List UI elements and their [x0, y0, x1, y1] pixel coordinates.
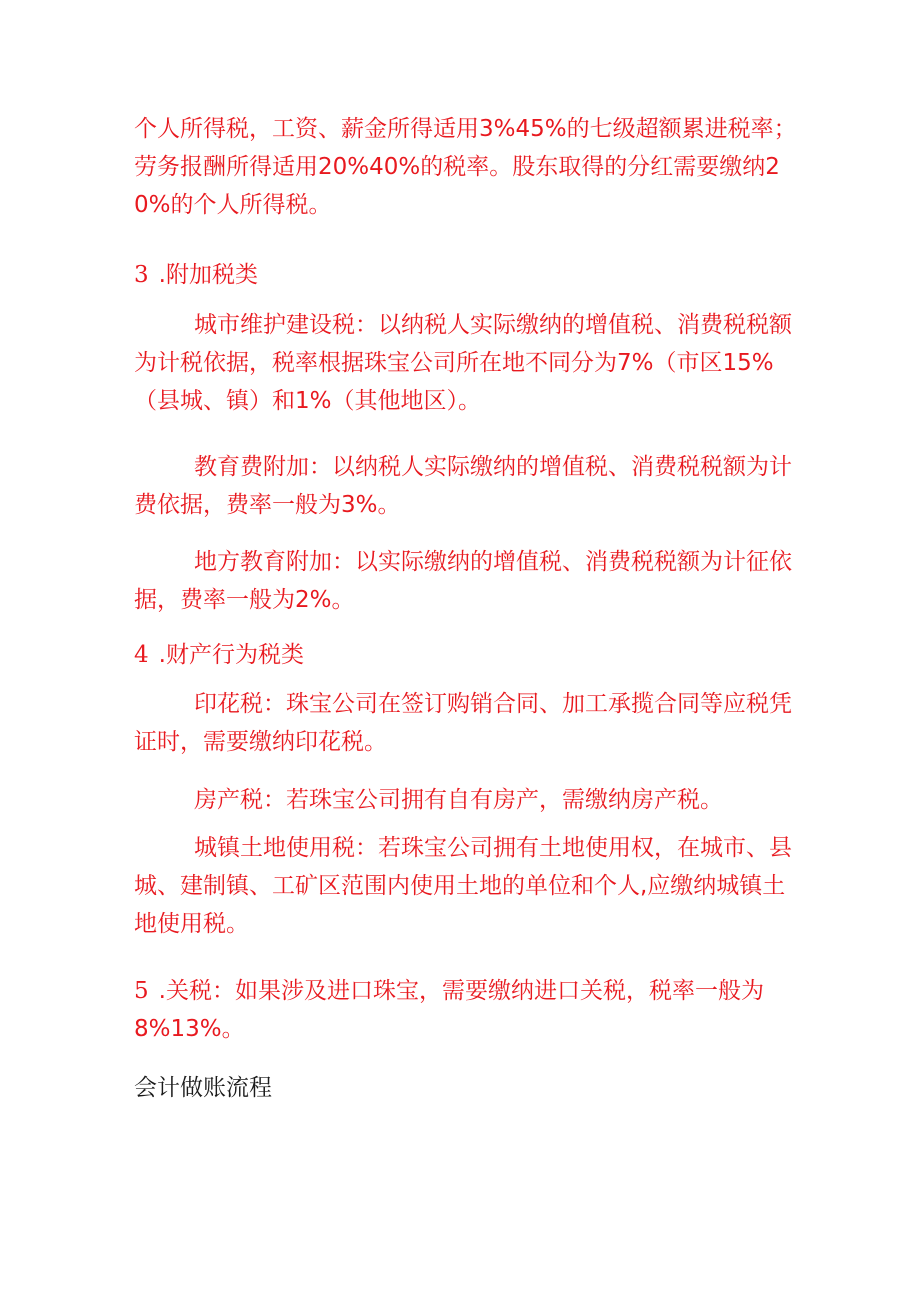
heading-text: 会计做账流程 — [134, 1075, 272, 1101]
paragraph-text: 城镇土地使用税：若珠宝公司拥有土地使用权，在城市、县城、建制镇、工矿区范围内使用土地的单位和个人,应缴纳城镇土地使用税。 — [134, 835, 792, 937]
heading-accounting-process — [134, 1069, 798, 1107]
heading-number: 4 — [134, 642, 149, 668]
paragraph-text: 城市维护建设税：以纳税人实际缴纳的增值税、消费税税额为计税依据，税率根据珠宝公司所在地不同分为7%（市区15%（县城、镇）和1%（其他地区）。 — [134, 312, 792, 414]
paragraph-text: 教育费附加：以纳税人实际缴纳的增值税、消费税税额为计费依据，费率一般为3%。 — [134, 454, 792, 518]
heading-surcharge-taxes — [134, 256, 798, 294]
heading-number: 5 — [134, 978, 149, 1004]
paragraph-stamp-duty — [134, 685, 798, 761]
paragraph-personal-income-tax — [134, 110, 798, 224]
paragraph-text: .关税：如果涉及进口珠宝，需要缴纳进口关税，税率一般为8%13%。 — [134, 978, 764, 1042]
heading-number: 3 — [134, 262, 149, 288]
paragraph-property-tax — [134, 781, 798, 819]
paragraph-urban-construction-tax — [134, 306, 798, 420]
paragraph-land-use-tax — [134, 829, 798, 943]
heading-text: .附加税类 — [158, 262, 258, 288]
heading-text: .财产行为税类 — [158, 642, 304, 668]
paragraph-text: 地方教育附加：以实际缴纳的增值税、消费税税额为计征依据，费率一般为2%。 — [134, 549, 792, 613]
paragraph-text: 房产税：若珠宝公司拥有自有房产，需缴纳房产税。 — [194, 787, 723, 813]
paragraph-education-surcharge — [134, 448, 798, 524]
paragraph-text: 印花税：珠宝公司在签订购销合同、加工承揽合同等应税凭证时，需要缴纳印花税。 — [134, 691, 792, 755]
paragraph-text: 个人所得税，工资、薪金所得适用3%45%的七级超额累进税率；劳务报酬所得适用20%40%的税率。股东取得的分红需要缴纳20%的个人所得税。 — [134, 116, 797, 218]
heading-property-behavior-taxes — [134, 636, 798, 674]
paragraph-customs-duty — [134, 972, 798, 1048]
paragraph-local-education-surcharge — [134, 543, 798, 619]
